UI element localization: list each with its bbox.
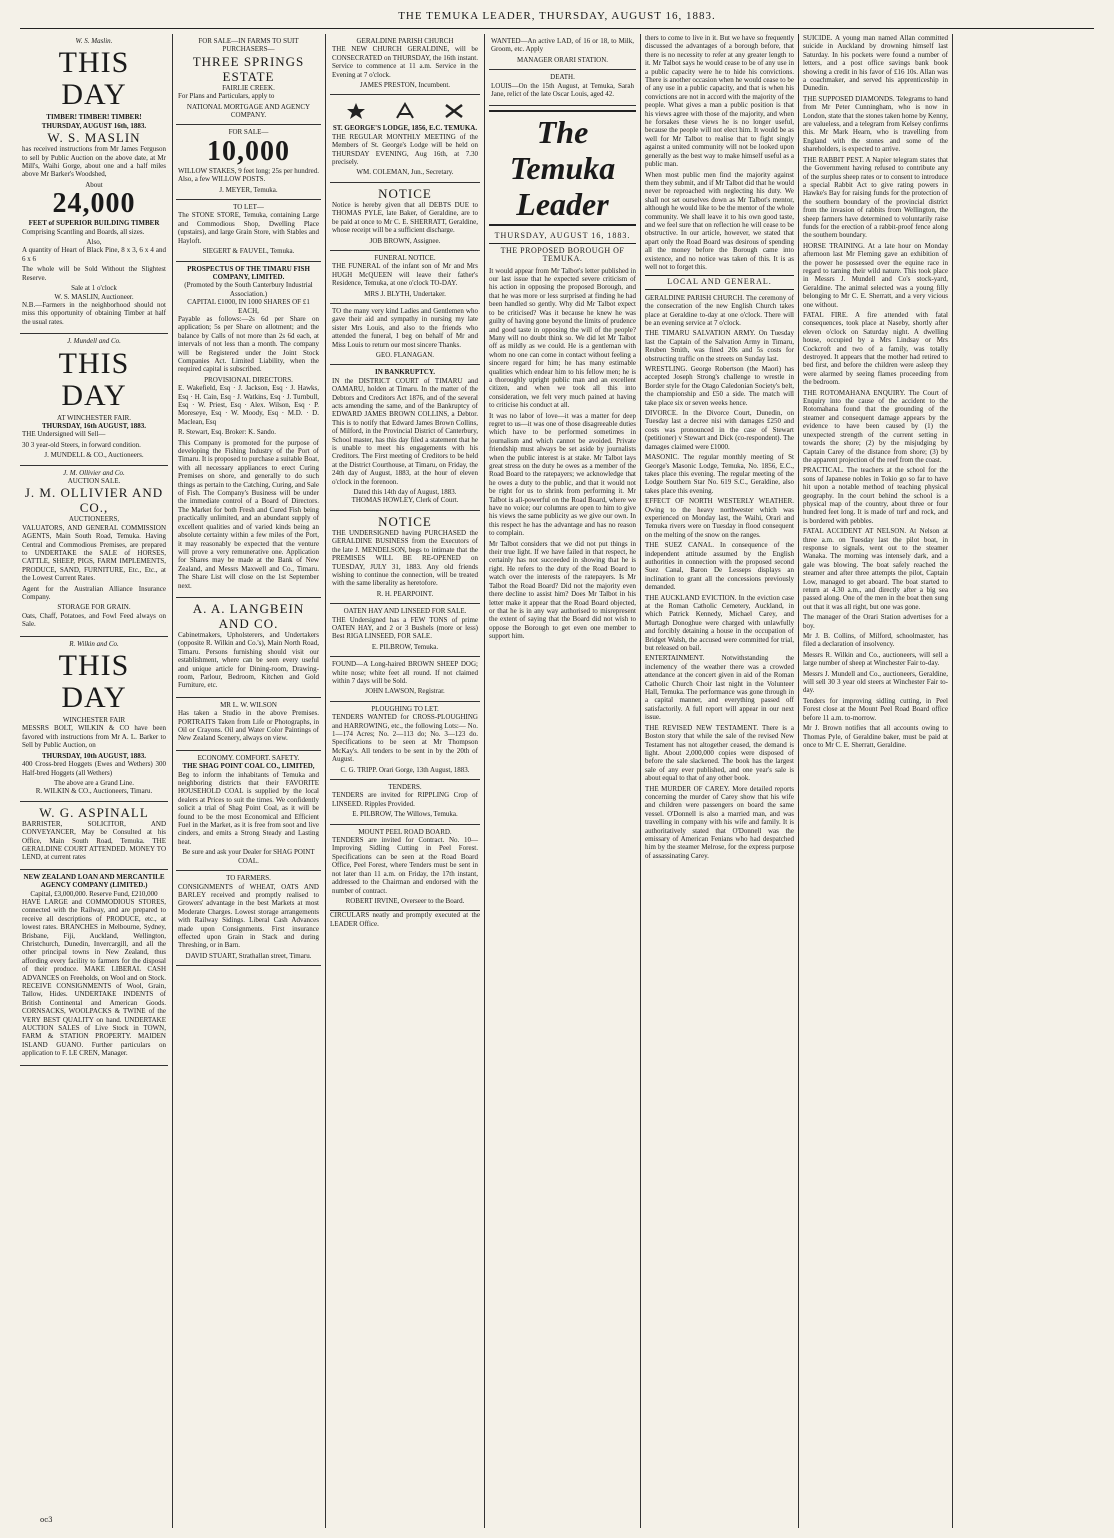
editorial-paragraph: thers to come to live in it. But we have so frequently discussed the advantages of a borough before, that there is no necessity to refer at any greater length to it. Mr Talbot says he would cease to be of any use in a public capacity were he to hide his convictions. There is another occasion when he would cease to be of any use in a public capacity, and that is when his convictions are not in accord with the majority of the people. What gives a man a public position is that his views agree with those of the majority, and when he forsakes these views he is no longer useful, because the people will not elect him. It would be as well for Mr Talbot to realise that to fight singly against a united community will not be looked upon generally as the best way to make himself useful as a public man. — [645, 34, 794, 169]
news-item-text: Tenders for improving sidling cutting, in Peel Forest close at the Mount Peel Road Board office before 11 a.m. to-morrow. — [803, 696, 948, 722]
ad-body: Beg to inform the inhabitants of Temuka and neighboring districts that their FAVORITE HOUSEHOLD COAL is supplied by the local dealers at Prices to suit the times. We confidently solicit a trial of Shag Point Coal, as it will be found to be the most Economical and Efficient Fuel in the Market, as it is free from soot and live cinders, and emits a Strong Steady and Lasting heat. — [178, 770, 319, 846]
column-divider — [798, 34, 799, 1528]
ad-body: IN the DISTRICT COURT of TIMARU and OAMARU, holden at Timaru. In the matter of the Debtors and Creditors Act 1876, and of the several acts amending the same, and of the Bankruptcy of EDWARD JAMES BROWN COLLINS, a Debtor. This is to notify that Edward James Brown Collins, of Milford, in the Provincial District of Canterbury, School master, has this day filed a statement that he is unable to meet his engagements with his Creditors. The First meeting of Creditors to be held at the District Courthouse, at Timaru, on Friday, the 24th day of August, 1883, at the hour of eleven o'clock in the forenoon. — [332, 376, 478, 486]
news-list — [645, 294, 794, 860]
ad-lots: 400 Cross-bred Hoggets (Ewes and Wethers) 300 Half-bred Hoggets (all Wethers) — [22, 760, 166, 777]
ad-banner: ECONOMY. COMFORT. SAFETY. — [197, 753, 300, 762]
ad-lead: J. M. OLLIVIER AND CO., — [24, 485, 164, 516]
ad-title: ST. GEORGE'S LODGE, 1856, E.C. TEMUKA. — [332, 124, 478, 133]
ad-signature: GEO. FLANAGAN. — [375, 350, 435, 359]
news-list — [803, 34, 948, 749]
ad-shag-point-coal — [176, 751, 321, 871]
newspaper-flag: The Temuka Leader — [489, 110, 636, 226]
ad-willow-stakes — [176, 125, 321, 200]
ad-signature: JOB BROWN, Assignee. — [369, 236, 441, 245]
ad-title: MOUNT PEEL ROAD BOARD. — [358, 827, 452, 836]
ad-title: PROSPECTUS OF THE TIMARU FISH COMPANY, LIMITED. — [187, 264, 310, 281]
column-6 — [803, 34, 948, 1530]
ad-also: Also, — [86, 238, 102, 247]
news-item — [645, 594, 794, 653]
editorial-paragraph: Mr Talbot considers that we did not put things in their true light. If we have failed in that respect, he certainly has not succeeded in showing that he is right. He refers to the duty of the Road Board to watch over the interests of the ratepayers. Is Mr Talbot the Road Board? Did not the majority even there decline to assist him? Does Mr Talbot in his letter make it appear that the Road Board objected, or that he is in any way authorised to misrepresent the extent of saying that the Board did not wish to oppose the Borough to get even one member to support him. — [489, 539, 636, 641]
ad-body: HAVE LARGE and COMMODIOUS STORES, connected with the Railway, and are prepared to receive all descriptions of PRODUCE, etc., at lowest rates. BRANCHES in Melbourne, Sydney, Brisbane, Fiji, Auckland, Wellington, Christchurch, Dunedin, Invercargill, and all the other principal towns in New Zealand, thus affording every facility to farmers for the disposal of their produce. MAKE LIBERAL CASH ADVANCES on Freeholds, on Wool and on Stock. RECEIVE CONSIGNMENTS of Wool, Grain, Tallow, Hides. UNDERTAKE INDENTS of British Continental and American Goods. CORNSACKS, WOOLPACKS & TWINE of the VERY BEST QUALITY on hand. UNDERTAKE AUCTION SALES of Live Stock in TOWN, FARM & STATION PROPERTY. MAIDEN ISLAND GUANO. Further particulars on application to F. LE CREN, Manager. — [22, 897, 166, 1058]
ad-maslin-timber — [20, 34, 168, 334]
news-item — [803, 95, 948, 154]
ad-amount: 10,000 — [207, 135, 290, 167]
ad-thanks — [330, 304, 480, 365]
ad-header: W. S. Maslin. — [75, 37, 113, 45]
ad-to-farmers — [176, 871, 321, 966]
ad-body: has received instructions from Mr James Ferguson to sell by Public Auction on the above date, at Mr Mill's, Waihi Gorge, about one and a half miles above Mr Barker's Woodshed, — [22, 145, 166, 179]
ad-lot: 30 3 year-old Steers, in forward condition. — [22, 440, 141, 449]
ad-signature: Be sure and ask your Dealer for SHAG POINT COAL. — [182, 848, 315, 865]
ad-signature: DAVID STUART, Strathallan street, Timaru. — [185, 951, 312, 960]
column-divider — [952, 34, 953, 1528]
editorial-paragraph: It would appear from Mr Talbot's letter published in our last issue that he expected severe criticism of his action in opposing the proposed Borough, and that he was more or less surprised at finding he had been handled so gently. Why did Mr Talbot expect to be criticised? Was it because he knew he was guilty of having gone beyond the limits of prudence and good taste in opposing the will of the people? Many will no doubt think so. We did let Mr Talbot off as mildly as we could. He is a gentleman with whom no one can come in contact without feeling a sincere regard for him; he has many estimable qualities which endear him to his fellow men; he is a thoroughly upright public man and an excellent citizen, and when we took all this into consideration, we felt very much pained at having to criticise his conduct at all. — [489, 266, 636, 410]
news-item-text: The manager of the Orari Station advertises for a boy. — [803, 613, 948, 630]
ad-body: THE Undersigned has a FEW TONS of prime OATEN HAY, and 2 or 3 Bushels (more or less) Best RIGA LINSEED, FOR SALE. — [332, 615, 478, 641]
ad-body: Notice is hereby given that all DEBTS DUE to THOMAS PYLE, late Baker, of Geraldine, are to be paid at once to Mr C. E. SHERRATT, Geraldine, whose receipt will be a sufficient discharge. — [332, 200, 478, 235]
news-item-text: The Court of Enquiry into the cause of the accident to the Rotomahana found that the grounding of the steamer and consequent damage appears by the evidence to have been caused by (1) the unexpected strength of the current setting in towards the shore; (2) by the misjudging by Captain Carey of the distance from shore; (3) by the apparent projection of the reef from the coast. — [803, 388, 948, 464]
news-item-head: THE SUEZ CANAL. — [645, 541, 714, 550]
ad-signature: R. H. PEARPOINT. — [376, 589, 434, 598]
news-item — [803, 311, 948, 387]
news-item-text: At Nelson at three a.m. on Tuesday last the pilot boat, in response to signals, went out to the steamer Wanaka. The morning was intensely dark, and a gale was blowing. The boat safely reached the steamer and after three attempts the pilot, Captain Low, managed to get aboard. The boat started to return at 4.30 a.m., and directly after a big sea passed along. One of the men in the boat then sung out that it was all right, but one was gone. — [803, 527, 948, 611]
ad-title: THIS DAY — [58, 46, 130, 112]
ad-about: About — [85, 180, 103, 189]
news-item-text: Owing to the heavy northwester which was experienced on Monday last, the Waihi, Orari and Temuka rivers were on Tuesday in flood consequent on the melting of the snow on the ranges. — [645, 505, 794, 539]
ad-body: TENDERS WANTED for CROSS-PLOUGHING and HARROWING, etc., the following Lots:— No. 1—174 Acres; No. 2—113 do; No. 3—123 do. Specifications to be seen at Mr Thompson McKay's. All tenders to be sent in by the 20th of August. — [332, 713, 478, 764]
news-item-head: THE REVISED NEW TESTAMENT. — [645, 723, 759, 732]
ad-body: Cabinetmakers, Upholsterers, and Undertakers (opposite R. Wilkin and Co.'s), Main North Road, Timaru. Persons furnishing should visit our establishment, where can be seen every useful and unique article for Dining-room, Drawing-room, Parlour, Bedroom, Kitchen and Gold Furniture, etc. — [178, 630, 319, 690]
ad-signature: JOHN LAWSON, Registrar. — [365, 687, 445, 696]
ad-place: AT WINCHESTER FAIR. — [56, 413, 132, 422]
news-item-head: DIVORCE. — [645, 409, 678, 418]
ad-aspinall — [20, 802, 168, 870]
ad-fish-company — [176, 262, 321, 598]
news-item — [803, 632, 948, 649]
ad-date: THURSDAY, AUGUST 16th, 1883. — [41, 121, 147, 130]
news-item-text: At a late hour on Monday afternoon last Mr Fleming gave an exhibition of the power he possessed over the equine race in regard to taming their wild nature. This took place in Messrs J. Mundell and Co's stock-yard, Geraldine. The animal selected was a young filly belonging to Mr C. E. Sherratt, and a very vicious one without. — [803, 241, 948, 309]
ad-reference: oc3 — [40, 1516, 53, 1524]
death-body: LOUIS—On the 15th August, at Temuka, Sarah Jane, relict of the late Oscar Louis, aged 42. — [491, 81, 634, 99]
ad-storage: STORAGE FOR GRAIN. — [57, 603, 131, 612]
news-item-text: Notwithstanding the inclemency of the weather there was a crowded attendance at the concert given in aid of the Roman Catholic Church Choir last night in the Volunteer Hall, Temuka. The performance was gone through in a capital manner, and everything passed off satisfactorily. A full report will appear in our next issue. — [645, 654, 794, 722]
ad-body: Payable as follows:—2s 6d per Share on application; 5s per Share on allotment; and the balance by Calls of not more than 2s 6d each, at intervals of not less than a month. The company will be Registered under the Joint Stock Companies Act. Limited Liability, when the required capital is subscribed. — [178, 314, 319, 374]
ad-title: TO FARMERS. — [226, 874, 271, 883]
ad-signature: ROBERT IRVINE, Overseer to the Board. — [345, 896, 465, 905]
ad-amount: 24,000 — [52, 188, 136, 220]
news-item-text: A fire attended with fatal consequences, took place at Naseby, shortly after eleven o'clock on Saturday night. A dwelling house, occupied by a Mrs Lindsay or Mrs Cockcroft and two of a family, was totally destroyed. It appears that the mother had retired to bed first, and before the children were asleep they were alarmed by seeing flames proceeding from the bedroom. — [803, 311, 948, 387]
ad-capital: Capital, £3,000,000. Reserve Fund, £210,000 — [30, 889, 158, 898]
ad-body: The STONE STORE, Temuka, containing Large and Commodious Shop, Dwelling Place (upstairs), and large Grain Store, with Stables and Hayloft. — [178, 211, 319, 245]
news-item — [645, 453, 794, 495]
ad-notice-premises — [330, 511, 480, 604]
column-3 — [330, 34, 480, 1530]
ad-body: MESSRS BOLT, WILKIN & CO have been favored with instructions from Mr A. L. Barker to Sell by Public Auction, on — [22, 724, 166, 750]
ad-title: THIS DAY — [58, 649, 130, 715]
ad-title: NOTICE — [378, 513, 432, 529]
news-item — [803, 724, 948, 749]
ad-wanted-lad — [489, 34, 636, 70]
ad-geraldine-church — [330, 34, 480, 95]
ad-body: FOUND—A Long-haired BROWN SHEEP DOG; white nose; white feet all round. If not claimed within 7 days will be Sold. — [332, 660, 478, 685]
ad-title: FOR SALE— — [228, 128, 269, 137]
ad-title: NEW ZEALAND LOAN AND MERCANTILE AGENCY COMPANY (LIMITED.) — [23, 872, 165, 890]
ad-ollivier — [20, 466, 168, 637]
news-item-text: There is a Boston story that while the sale of the revised New Testament has not altogether ceased, the demand is light. About 2,000,000 copies were disposed of before the sale slackened. The book has the largest sale of any ever published, and one year's sale is about equal to that of any other book. — [645, 723, 794, 783]
ad-body: For Plans and Particulars, apply to — [178, 92, 275, 101]
ad-secretary: R. Stewart, Esq. Broker: K. Sando. — [178, 428, 276, 437]
news-item — [803, 34, 948, 93]
news-item-text: The regular monthly meeting of St George's Masonic Lodge, Temuka, No. 1856, E.C., takes place this evening. The regular meeting of the Lodge Southern Star No. 619 S.C., Geraldine, also takes place this evening. — [645, 453, 794, 495]
news-item-text: The ceremony of the consecration of the new English Church takes place at Geraldine to-day at one o'clock. There will be an evening service at 7 o'clock. — [645, 293, 794, 327]
ad-capital: CAPITAL £1000, IN 1000 SHARES OF £1 EACH, — [187, 298, 310, 315]
crossed-keys-icon — [443, 102, 465, 120]
editorial-paragraph: When most public men find the majority against them they submit, and if Mr Talbot did that he would never be reproached with neglecting his duty. We shall not set ourselves down as Mr Talbot's mentor, although he would like to be the mentor of the whole community. We shall leave it to his own good taste, and we feel sure that on reflection he will cease to be obstructive. In our article, however, we stated that apart only the Road Board was desirous of spending all the money before the Borough came into existence, and no notice was taken of this. It is as well not to forget this. — [645, 170, 794, 271]
ad-header: GERALDINE PARISH CHURCH — [356, 37, 454, 45]
ad-title: TENDERS. — [388, 783, 422, 792]
ad-signature: THOMAS HOWLEY, Clerk of Court. — [351, 496, 459, 505]
ad-body: THE Undersigned will Sell— — [22, 430, 106, 439]
ad-header: R. Wilkin and Co. — [69, 639, 119, 648]
ad-title: THIS DAY — [58, 346, 130, 412]
news-item-text: In consequence of the independent attitude assumed by the English authorities in connection with the proposed second Suez Canal, Baron De Lesseps displays an inclination to grant all the concessions previously demanded. — [645, 541, 794, 592]
ad-signature: MRS J. BLYTH, Undertaker. — [364, 289, 446, 298]
ad-body: THE NEW CHURCH GERALDINE, will be CONSECRATED on THURSDAY, the 16th instant. Service to commence at 11 a.m. Service in the Evening at 7 o'clock. — [332, 45, 478, 79]
ad-signature: R. WILKIN & CO., Auctioneers, Timaru. — [35, 787, 153, 796]
ad-title: FUNERAL NOTICE. — [374, 253, 436, 262]
news-item — [645, 785, 794, 861]
news-item-text: Mr J. Brown notifies that all accounts owing to Thomas Pyle, of Geraldine baker, must be paid at once to Mr C. E. Sherratt, Geraldine. — [803, 724, 948, 749]
editorial-headline: THE PROPOSED BOROUGH OF TEMUKA. — [500, 245, 625, 264]
ad-time: Sale at 1 o'clock — [71, 284, 117, 293]
ad-body: A quantity of Heart of Black Pine, 8 x 3, 6 x 4 and 6 x 6 — [22, 246, 166, 263]
ad-signature: E. PILBROW, Temuka. — [371, 642, 439, 651]
ad-subtitle: TIMBER! TIMBER! TIMBER! — [46, 113, 142, 122]
ad-signature: SIEGERT & FAUVEL, Temuka. — [202, 247, 295, 256]
news-item-head: THE TIMARU SALVATION ARMY. — [645, 329, 756, 338]
news-item-head: THE MURDER OF CAREY. — [645, 784, 730, 793]
column-divider — [325, 34, 326, 1528]
ad-body: WILLOW STAKES, 9 feet long; 25s per hundred. Also, a few WILLOW POSTS. — [178, 166, 319, 184]
column-1 — [20, 34, 168, 1530]
ad-three-springs — [176, 34, 321, 125]
ad-amount-note: FEET of SUPERIOR BUILDING TIMBER — [28, 219, 160, 228]
ad-date: Dated this 14th day of August, 1883. — [353, 488, 457, 497]
column-5 — [645, 34, 794, 1530]
ad-body: VALUATORS, AND GENERAL COMMISSION AGENTS, Main South Road, Temuka. Having Central and Commodious Premises, are prepared to UNDERTAKE the SALE of HORSES, CATTLE, SHEEP, PIGS, FARM IMPLEMENTS, PRODUCE, SAND, FURNITURE, Etc., Etc., at the Lowest Current Rates. — [22, 523, 166, 583]
news-item-text: In the Divorce Court, Dunedin, on Tuesday last a decree nisi with damages £250 and costs was pronounced in the case of Stewart (petitioner) v Stewart and Dick (co-respondent). The damages claimed were £1000. — [645, 409, 794, 451]
news-item-head: THE AUCKLAND EVICTION. — [645, 593, 737, 602]
ad-lead: W. S. MASLIN — [47, 130, 141, 146]
ad-lead: W. G. ASPINALL — [39, 804, 149, 820]
ad-lodge — [330, 95, 480, 182]
ad-nz-loan — [20, 870, 168, 1066]
column-divider — [484, 34, 485, 1528]
ad-signature: NATIONAL MORTGAGE AND AGENCY COMPANY. — [186, 102, 311, 120]
news-item-head: FATAL FIRE. — [803, 311, 848, 319]
ad-body: THE UNDERSIGNED having PURCHASED the GERALDINE BUSINESS from the Executors of the late J. MENDELSON, begs to intimate that the PREMISES WILL BE RE-OPENED on TUESDAY, JULY 31, 1883. Any old friends wishing to continue the connection, will be treated with the same liberality as heretofore. — [332, 528, 478, 588]
news-item — [645, 409, 794, 451]
news-item — [645, 329, 794, 363]
ad-body: TO the many very kind Ladies and Gentlemen who gave their aid and sympathy in nursing my late sister Mrs Louis, and also to the friends who attended the funeral, I beg on behalf of Mr and Miss Louis to return our most sincere Thanks. — [332, 306, 478, 349]
ad-title: MR L. W. WILSON — [220, 700, 277, 709]
news-item — [645, 541, 794, 591]
ad-header: J. M. Ollivier and Co. — [63, 468, 125, 477]
ad-oaten-hay — [330, 604, 480, 657]
ad-title: FOR SALE—IN FARMS TO SUIT PURCHASERS— — [198, 37, 299, 54]
ad-subtitle: AUCTIONEERS, — [68, 515, 120, 524]
ad-body: THE FUNERAL of the infant son of Mr and Mrs HUGH McQUEEN will leave their father's Residence, Temuka, at one o'clock TO-DAY. — [332, 262, 478, 288]
news-item — [803, 527, 948, 611]
ad-signature: E. PILBROW, The Willows, Temuka. — [352, 810, 458, 819]
ad-tenders — [330, 780, 480, 825]
ad-note: The above are a Grand Line. — [53, 778, 135, 787]
news-item-text: A Napier telegram states that the Government having refused to contribute any of the surplus sheep rates or to consent to introduce a special Rabbit Act to give rating powers in Hawke's Bay for raising funds for the protection of the southern boundary of the provincial district from the invasion of rabbits from Wellington, the sheep farmers have determined to voluntarily raise funds for the erection of a rabbit-proof fence along the southern boundary. — [803, 155, 948, 240]
ad-body: The whole will be Sold Without the Slightest Reserve. — [22, 265, 166, 282]
ad-signature: J. MUNDELL & CO., Auctioneers. — [44, 451, 144, 460]
ad-body: TENDERS are invited for Contract. No. 10—Improving Sidling Cutting in Peel Forest. Specifications can be seen at the Road Board Office, Peel Forest, where Tenders must be sent in not later than 11 a.m. on Friday, the 17th instant, addressed to the Chairman and endorsed with the number of contract. — [332, 836, 478, 895]
news-item-head: WRESTLING. — [645, 365, 688, 374]
ad-subtitle: (Promoted by the South Canterbury Industrial Association.) — [184, 281, 313, 298]
ad-wilkin-fair — [20, 637, 168, 802]
news-item — [803, 697, 948, 722]
news-item-head: THE SUPPOSED DIAMONDS. — [803, 94, 895, 103]
ad-place: WINCHESTER FAIR — [62, 716, 126, 725]
ad-signature: W. S. MASLIN, Auctioneer. — [54, 292, 134, 301]
ad-note: N.B.—Farmers in the neighborhood should not miss this opportunity of obtaining Timber at half the usual rates. — [22, 300, 166, 326]
news-item — [803, 466, 948, 525]
news-item — [803, 389, 948, 465]
news-item-head: ENTERTAINMENT. — [645, 654, 705, 663]
news-item-head: MASONIC. — [645, 453, 680, 462]
ad-body: WANTED—An active LAD, of 16 or 18, to Milk, Groom, etc. Apply — [491, 37, 634, 54]
column-4 — [489, 34, 636, 1530]
news-item-text: George Robertson (the Maori) has accepted Joseph Strong's challenge to wrestle in Border style for the Otago Caledonian Society's belt, the championship and £50 a side. The match will take place six or seven weeks hence. — [645, 365, 794, 407]
news-item-head: EFFECT OF NORTH WESTERLY WEATHER. — [645, 497, 794, 506]
news-item-head: THE RABBIT PEST. — [803, 155, 864, 164]
news-item — [803, 242, 948, 309]
ad-title: OATEN HAY AND LINSEED FOR SALE. — [343, 607, 467, 616]
newspaper-masthead: THE TEMUKA LEADER, THURSDAY, AUGUST 16, 1883. — [398, 10, 716, 22]
ad-agent: Agent for the Australian Alliance Insurance Company. — [22, 584, 166, 602]
ad-ploughing — [330, 702, 480, 780]
star-icon — [345, 102, 367, 120]
news-item-text: Mr J. B. Collins, of Milford, schoolmaster, has filed a declaration of insolvency. — [803, 632, 948, 649]
news-item-head: FATAL ACCIDENT AT NELSON. — [803, 527, 907, 536]
ad-body: This Company is promoted for the purpose of developing the Fishing Industry of the Port of Timaru. It is proposed to purchase a suitable Boat, with all necessary appliances to erect Curing Premises on shore, and generally to do such things as pertain to the Catching, Curing, and Sale of Fish. The Company's Business will be under the immediate control of a Board of Directors. The Market for both Fresh and Cured Fish being practically unlimited, and an abundant supply of excellent qualities and of varied kinds being an absolute certainty within a few miles of the Port, it may reasonably be expected that the venture will prove a very remunerative one. Application for Shares may be made at the Bank of New Zealand, and Messrs Maxwell and Co., Timaru. The Share List will close on the 1st September next. — [178, 438, 319, 590]
ad-title: TO LET— — [233, 203, 264, 212]
ad-header: J. Mundell and Co. — [67, 337, 121, 346]
ad-title: AUCTION SALE. — [67, 476, 121, 485]
news-item-text: Messrs J. Mundell and Co., auctioneers, Geraldine, will sell 30 3 year old steers at Winchester Fair to-day. — [803, 669, 948, 695]
ad-body: Comprising Scantling and Boards, all sizes. — [22, 227, 145, 236]
ad-title: NOTICE — [378, 185, 432, 201]
death-notice — [489, 70, 636, 106]
ad-notice-debts — [330, 183, 480, 251]
news-item — [645, 365, 794, 407]
ad-mundell-fair — [20, 334, 168, 465]
ad-signature: MANAGER ORARI STATION. — [516, 55, 609, 64]
compass-square-icon — [394, 102, 416, 120]
news-item-head: PRACTICAL. — [803, 466, 844, 475]
ad-signature: C. G. TRIPP. Orari Gorge, 13th August, 1883. — [340, 765, 470, 774]
news-item-head: SUICIDE. — [803, 34, 833, 42]
editorial-paragraph: It was no labor of love—it was a matter for deep regret to us—it was one of those disagreeable duties which have to be performed sometimes in journalism and which cannot be avoided. Private friendship must always be set aside by journalists when the public interest is at stake. Mr Talbot lays great stress on the duty he owes as a member of the Road Board to the ratepayers; we acknowledge that he owes a duty to the public, and that it would not be right for us to shrink from performing it. Mr Talbot is all-powerful on the Road Board, where we have no voice; our columns are open to him to give his views the same publicity as we give our own. In this respect he has the advantage and has no reason to complain. — [489, 411, 636, 538]
ad-body: BARRISTER, SOLICITOR, AND CONVEYANCER, May be Consulted at his Office, Main South Road, Temuka. THE GERALDINE COURT ATTENDED. MONEY TO LEND, at current rates — [22, 819, 166, 862]
ad-body: TENDERS are invited for RIPPLING Crop of LINSEED. Ripples Provided. — [332, 791, 478, 808]
news-item — [803, 670, 948, 695]
ad-signature: J. MEYER, Temuka. — [219, 185, 278, 194]
ad-signature: JAMES PRESTON, Incumbent. — [359, 81, 451, 90]
ad-title: IN BANKRUPTCY. — [374, 368, 436, 377]
news-item-text: Messrs R. Wilkin and Co., auctioneers, will sell a large number of sheep at Winchester Fair to-day. — [803, 650, 948, 668]
ad-stone-store — [176, 200, 321, 261]
news-item-head: THE ROTOMAHANA ENQUIRY. — [803, 388, 906, 397]
ad-lead: A. A. LANGBEIN AND CO. — [192, 600, 305, 631]
news-item — [645, 724, 794, 783]
ad-estate: THREE SPRINGS ESTATE — [192, 53, 305, 84]
ad-road-board — [330, 825, 480, 912]
ad-title: PLOUGHING TO LET. — [371, 704, 439, 713]
news-item-text: A young man named Allan committed suicide in Auckland by drowning himself last Saturday. In his pockets were found a number of letters, and a post office savings bank book showing a credit in his favor of £16 10s. Allan was a coachmaker, and served his apprenticeship in Dunedin. — [803, 34, 948, 93]
ad-body: CONSIGNMENTS of WHEAT, OATS AND BARLEY received and promptly realised to Growers' advantage in the best Markets at most Moderate Charges. Lowest storage arrangements with Railway Sidings. Liberal Cash Advances made upon Consignments. First insurance effected upon Grain in Stack and during Threshing, or in Barn. — [178, 882, 319, 950]
news-item — [803, 651, 948, 668]
ad-bankruptcy — [330, 365, 480, 511]
news-item-text: Telegrams to hand from Mr Peter Cunningham, who is now in London, state that the stones taken home by Kenny, are valueless, and a telegram from Kelsey confirms this. Mr Mark Hearn, who is travelling from England with the stones and some of the shareholders, is expected to arrive. — [803, 94, 948, 154]
ad-directors-title: PROVISIONAL DIRECTORS. — [204, 375, 293, 384]
news-item-text: The teachers at the school for the sons of Japanese nobles in Tokio go so far to have hit upon a notable method of teaching physical geography. In the court behind the school is a physical map of the country, about three or four hundred feet long. It is made of turf and rock, and is bordered with pebbles. — [803, 466, 948, 525]
ad-circulars: CIRCULARS neatly and promptly executed at the LEADER Office. — [330, 911, 480, 928]
ad-title: THE SHAG POINT COAL CO., LIMITED, — [182, 762, 315, 771]
ad-note: Oats, Chaff, Potatoes, and Fowl Feed always on Sale. — [22, 611, 166, 629]
news-item — [803, 156, 948, 240]
news-item — [645, 497, 794, 539]
editorial-dateline: THURSDAY, AUGUST 16, 1883. — [489, 230, 636, 243]
news-item-text: More detailed reports concerning the murder of Carey show that his wife and children were passengers on board the same vessel. O'Donnell is also a married man, and was travelling in company with his wife and family. It is authoritatively stated that O'Donnell was the emissary of American Fenians who had despatched him by the steamer Melrose, for the express purpose of assassinating Carey. — [645, 784, 794, 860]
news-item-head: GERALDINE PARISH CHURCH. — [645, 293, 745, 302]
ad-langbein — [176, 598, 321, 698]
ad-date: THURSDAY, 16th AUGUST, 1883. — [42, 421, 146, 430]
ad-funeral — [330, 251, 480, 304]
ad-date: THURSDAY, 10th AUGUST, 1883. — [42, 751, 146, 760]
news-item — [645, 654, 794, 721]
column-2 — [176, 34, 321, 1530]
ad-found-dog — [330, 657, 480, 702]
local-general-heading: LOCAL AND GENERAL. — [645, 275, 794, 289]
ad-signature: WM. COLEMAN, Jun., Secretary. — [356, 168, 454, 177]
ad-wilson-studio — [176, 698, 321, 751]
news-item-text: In the eviction case at the Roman Catholic Cemetery, Auckland, in which Patrick Kennedy, Michael Carey, and Murtagh Donoghue were charged with unlawfully and forcibly detaining a house in the occupation of Bridget Walsh, the accused were committed for trial, but released on bail. — [645, 593, 794, 653]
column-divider — [172, 34, 173, 1528]
news-item-text: On Tuesday last the Captain of the Salvation Army in Timaru, Reuben Smith, was fined 20s and 5s costs for obstructing traffic on the streets on Sunday last. — [645, 329, 794, 363]
ad-directors: E. Wakefield, Esq · J. Jackson, Esq · J. Hawks, Esq · H. Cain, Esq · J. Watkins, Esq · J. Turnbull, Esq · W. Priest, Esq · Alex. Wilson, Esq · P. Moreseye, Esq · W. Moody, Esq · M.D. · D. Maclean, Esq — [178, 384, 319, 426]
death-title: DEATH. — [550, 73, 575, 82]
news-item — [645, 294, 794, 328]
ad-place: FAIRLIE CREEK. — [222, 83, 275, 92]
ad-body: Has taken a Studio in the above Premises. PORTRAITS Taken from Life or Photographs, in Oil or Crayons. Oil and Water Color Paintings of New Zealand Scenery, always on view. — [178, 709, 319, 743]
column-divider — [640, 34, 641, 1528]
top-rule — [20, 28, 1094, 29]
masonic-emblems — [332, 98, 478, 124]
ad-body: THE REGULAR MONTHLY MEETING of the Members of St. George's Lodge will be held on THURSDAY EVENING, Aug 16th, at 7.30 precisely. — [332, 132, 478, 167]
news-item — [803, 613, 948, 630]
news-item-head: HORSE TRAINING. — [803, 241, 865, 250]
